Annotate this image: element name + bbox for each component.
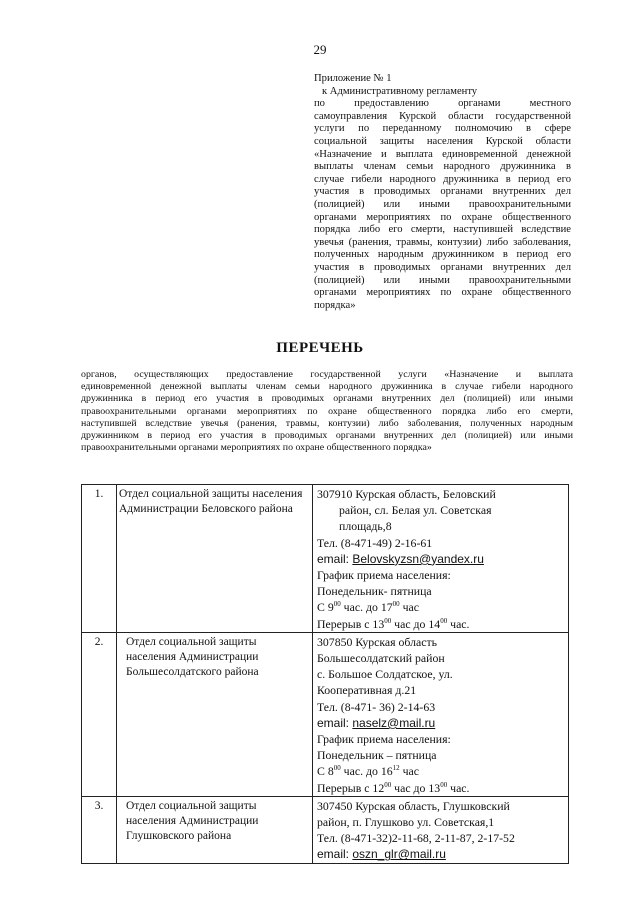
org-name-cell	[117, 796, 313, 863]
break-from: Перерыв с 13	[317, 616, 385, 631]
address-line: район, п. Глушково ул. Советская,1	[317, 815, 495, 830]
annex-line: «Назначение и выплата единовременной денежной	[314, 148, 571, 160]
phone: Тел. (8-471-49) 2-16-61	[317, 535, 433, 550]
hours-from: С 8	[317, 764, 334, 779]
schedule-hours	[317, 763, 566, 779]
email-label: email:	[317, 847, 350, 862]
annex-line: случае гибели народного дружинника в период его	[314, 173, 571, 185]
break-post: час.	[450, 616, 470, 631]
contact-cell	[313, 485, 569, 633]
schedule-break	[317, 780, 566, 796]
email-label: email:	[317, 551, 350, 566]
break-to-sup: 00	[440, 616, 448, 625]
annex-line: самоуправления Курской области государственной	[314, 110, 571, 122]
agencies-table	[81, 484, 569, 864]
org-name-cell	[117, 632, 313, 796]
intro-line: правоохранительными органами мероприятиях по охране общественного порядка либо его смерти,	[81, 405, 573, 417]
hours-to-sup: 12	[392, 764, 400, 773]
org-name-line: Большесолдатского района	[126, 665, 259, 678]
org-name-cell	[117, 485, 313, 633]
row-number: 1.	[82, 485, 117, 633]
hours-post: час	[402, 600, 419, 615]
address-line: район, сл. Белая ул. Советская	[339, 503, 492, 518]
address-line: 307850 Курская область	[317, 634, 438, 649]
annex-line: социальной защиты населения Курской области	[314, 135, 571, 147]
row-number: 2.	[82, 632, 117, 796]
break-from-sup: 00	[384, 780, 392, 789]
break-mid: час до 13	[394, 780, 441, 795]
break-post: час.	[450, 780, 470, 795]
hours-post: час	[402, 764, 419, 779]
email-label: email:	[317, 715, 350, 730]
annex-line: порядка»	[314, 299, 356, 311]
table-row	[82, 485, 569, 633]
address-line: 307450 Курская область, Глушковский	[317, 798, 510, 813]
phone: Тел. (8-471- 36) 2-14-63	[317, 699, 436, 714]
intro-line: единовременной денежной выплаты членам семьи народного дружинника в случае гибели народного	[81, 381, 573, 393]
annex-line: услуги по переданному полномочию в сфере	[314, 123, 571, 135]
table-row	[82, 632, 569, 796]
schedule-title: График приема населения:	[317, 568, 451, 583]
hours-from-sup: 00	[333, 600, 341, 609]
table-row	[82, 796, 569, 863]
contact-cell	[313, 796, 569, 863]
email-link[interactable]: naselz@mail.ru	[352, 715, 436, 730]
annex-line: органами мероприятиях по охране общественного	[314, 211, 571, 223]
break-from: Перерыв с 12	[317, 780, 385, 795]
annex-block	[314, 73, 571, 312]
annex-line: участия в проводимых органами внутренних дел	[314, 261, 571, 273]
schedule-days: Понедельник – пятница	[317, 748, 437, 763]
annex-line: органами мероприятиях по охране общественного	[314, 287, 571, 299]
break-mid: час до 14	[394, 616, 441, 631]
org-name-line: Отдел социальной защиты	[126, 635, 257, 648]
annex-line: выплаты членам семьи народного дружинника в	[314, 161, 571, 173]
email-line	[317, 551, 566, 567]
org-name-line: Отдел социальной защиты	[126, 799, 257, 812]
annex-line: (полицией) или иными правоохранительными	[314, 274, 571, 286]
intro-paragraph	[81, 369, 573, 454]
intro-line: правоохранительными органами мероприятиях по охране общественного порядка»	[81, 442, 432, 454]
schedule-title: График приема населения:	[317, 732, 451, 747]
schedule-days: Понедельник- пятница	[317, 584, 432, 599]
hours-mid: час. до 16	[343, 764, 393, 779]
email-line	[317, 846, 566, 862]
break-to-sup: 00	[440, 780, 448, 789]
address-line: Кооперативная д.21	[317, 683, 417, 698]
schedule-hours	[317, 599, 566, 615]
annex-line: к Административному регламенту	[322, 85, 478, 97]
address-line: Большесолдатский район	[317, 651, 445, 666]
hours-from: С 9	[317, 600, 334, 615]
annex-line: увечья (ранения, травмы, контузии) либо заболевания,	[314, 236, 571, 248]
org-name-line: населения Администрации	[126, 814, 259, 827]
email-line	[317, 715, 566, 731]
org-name-line: населения Администрации	[126, 650, 259, 663]
schedule-break	[317, 616, 566, 632]
hours-from-sup: 00	[333, 764, 341, 773]
annex-line: по предоставлению органами местного	[314, 98, 571, 110]
contact-cell	[313, 632, 569, 796]
org-name-line: Отдел социальной защиты населения	[119, 488, 303, 500]
hours-mid: час. до 17	[343, 600, 393, 615]
address-line: с. Большое Солдатское, ул.	[317, 667, 453, 682]
email-link[interactable]: Belovskyzsn@yandex.ru	[352, 551, 484, 566]
intro-line: дружинника в период его участия в проводимых органами внутренних дел (полицией) или иными	[81, 393, 573, 405]
address-line: 307910 Курская область, Беловский	[317, 487, 496, 501]
document-heading: ПЕРЕЧЕНЬ	[276, 340, 364, 356]
annex-title: Приложение № 1	[314, 73, 392, 84]
intro-line: наступившей вследствие увечья (ранения, травмы, контузии) либо заболевания, полученных народным	[81, 417, 573, 429]
address-line: площадь,8	[339, 519, 392, 534]
hours-to-sup: 00	[392, 600, 400, 609]
row-number: 3.	[82, 796, 117, 863]
phone: Тел. (8-471-32)2-11-68, 2-11-87, 2-17-52	[317, 831, 515, 846]
annex-line: полученных народным дружинником в период его	[314, 249, 571, 261]
annex-line: (полицией) или иными правоохранительными	[314, 198, 571, 210]
email-link[interactable]: oszn_glr@mail.ru	[352, 847, 446, 862]
org-name-line: Глушковского района	[126, 829, 232, 842]
break-from-sup: 00	[384, 616, 392, 625]
page-number: 29	[313, 42, 327, 57]
annex-line: участия в проводимых органами внутренних дел	[314, 186, 571, 198]
intro-line: дружинником в период его участия в проводимых органами внутренних дел (полицией) или иными	[81, 430, 573, 442]
org-name-line: Администрации Беловского района	[119, 503, 293, 515]
intro-line: органов, осуществляющих предоставление государственной услуги «Назначение и выплата	[81, 369, 573, 380]
annex-line: порядка либо его смерти, наступившей вследствие	[314, 224, 571, 236]
